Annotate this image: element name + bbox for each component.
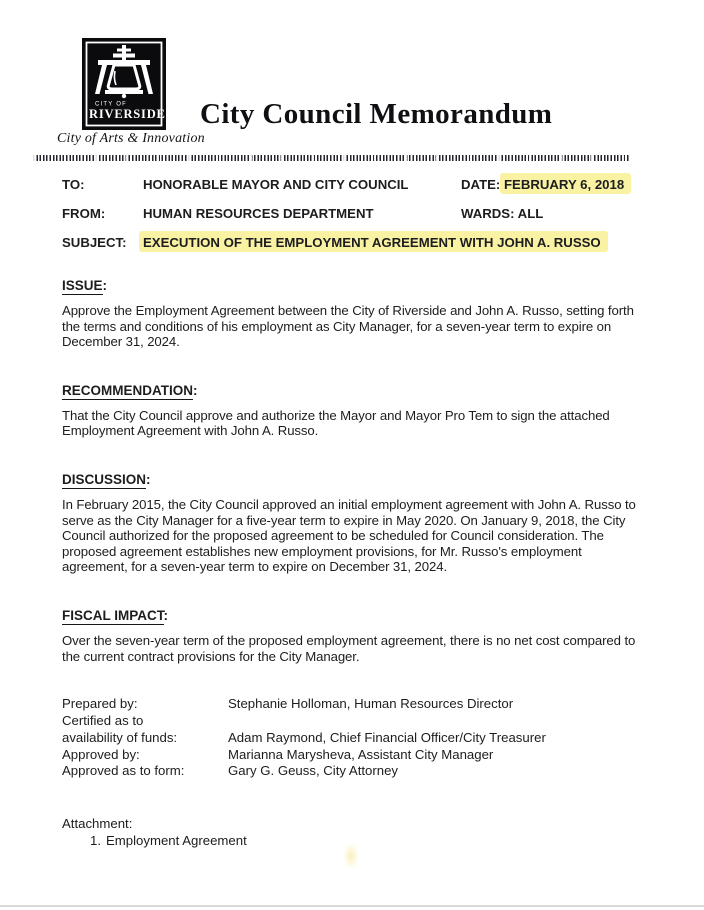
section-recommendation-title: RECOMMENDATION (62, 382, 193, 398)
section-recommendation-heading (62, 382, 644, 399)
section-fiscal-impact (62, 607, 644, 664)
memo-row-subject (62, 234, 644, 251)
scan-highlighter-smudge (343, 843, 359, 869)
memo-header-fields (62, 176, 644, 251)
section-issue-colon: : (102, 278, 108, 293)
section-fiscal-impact-paragraph: Over the seven-year term of the proposed employment agreement, there is no net cost compared to the current contract provisions for the City Manager. (62, 632, 636, 664)
section-discussion-paragraph: In February 2015, the City Council approved an initial employment agreement with John A. Russo to serve as the City Manager for a five-year term to expire in May 2020. On January 9, 2018, the City Council authorized for the proposed agreement to be scheduled for Council consideration. The proposed agreement establishes new employment provisions, for Mr. Russo's employment agreement, for a seven-year term to expire on December 31, 2024. (62, 496, 636, 575)
section-fiscal-impact-heading (62, 607, 644, 624)
logo-city-of-text: CITY OF (95, 101, 127, 108)
signoff-row-approved-by (62, 747, 644, 764)
section-fiscal-impact-title: FISCAL IMPACT (62, 607, 164, 623)
from-value: HUMAN RESOURCES DEPARTMENT (143, 206, 374, 221)
memo-body (62, 277, 644, 850)
section-issue-paragraph: Approve the Employment Agreement between the City of Riverside and John A. Russo, setting forth the terms and conditions of his employment as City Manager, for a seven-year term to expire on December 31, 2024. (62, 303, 634, 350)
memo-row-from (62, 205, 644, 222)
signoff-label: Approved as to form: (62, 763, 185, 779)
wards-value: ALL (517, 206, 544, 221)
signoff-value: Gary G. Geuss, City Attorney (228, 763, 399, 779)
signoff-value: Marianna Marysheva, Assistant City Manager (228, 746, 494, 762)
signoff-label: availability of funds: (62, 729, 178, 745)
signoff-label: Certified as to (62, 712, 144, 728)
section-recommendation-colon: : (193, 382, 198, 398)
signoff-row-certified-line2 (62, 730, 644, 747)
signoff-row-prepared-by (62, 696, 644, 713)
signoff-label: Approved by: (62, 746, 140, 762)
attachment-label: Attachment: (62, 816, 133, 832)
logo-riverside-text: RIVERSIDE (89, 107, 166, 121)
signoff-value: Stephanie Holloman, Human Resources Director (228, 696, 514, 712)
date-value-highlighted: FEBRUARY 6, 2018 (500, 173, 631, 194)
signoff-row-certified-line1 (62, 713, 644, 730)
wards-label: WARDS: (461, 206, 515, 221)
subject-value-highlighted: EXECUTION OF THE EMPLOYMENT AGREEMENT WITH JOHN A. RUSSO (139, 231, 608, 252)
signoff-value: Adam Raymond, Chief Financial Officer/City Treasurer (228, 729, 546, 745)
section-issue (62, 277, 644, 350)
section-discussion (62, 471, 644, 575)
date-field (461, 176, 644, 193)
attachment-item-number: 1. (90, 832, 101, 848)
header-separator-rule (33, 155, 629, 161)
scan-bottom-edge-line (0, 905, 704, 907)
section-fiscal-impact-colon: : (163, 607, 169, 623)
subject-value (143, 234, 644, 251)
date-label: DATE: (461, 177, 501, 192)
attachment-item-text: Employment Agreement (106, 832, 247, 848)
signoff-block (62, 696, 644, 780)
section-recommendation-paragraph: That the City Council approve and authorize the Mayor and Mayor Pro Tem to sign the attached Employment Agreement with John A. Russo. (62, 407, 610, 439)
section-discussion-title: DISCUSSION (62, 471, 147, 487)
from-label: FROM: (62, 206, 106, 221)
section-issue-title: ISSUE (62, 278, 103, 293)
subject-label: SUBJECT: (62, 235, 127, 250)
to-label: TO: (62, 177, 85, 192)
memo-row-to (62, 176, 644, 193)
section-discussion-colon: : (146, 471, 151, 487)
section-recommendation (62, 382, 644, 439)
signoff-label: Prepared by: (62, 696, 138, 712)
wards-field (461, 205, 644, 222)
signoff-row-approved-as-to-form (62, 763, 644, 780)
section-discussion-heading (62, 471, 644, 488)
section-issue-heading (62, 277, 644, 294)
document-title: City Council Memorandum (200, 98, 553, 130)
city-tagline: City of Arts & Innovation (57, 131, 205, 146)
riverside-raincross-logo (82, 38, 166, 130)
signoff-value (228, 713, 644, 730)
to-value: HONORABLE MAYOR AND CITY COUNCIL (143, 177, 409, 192)
